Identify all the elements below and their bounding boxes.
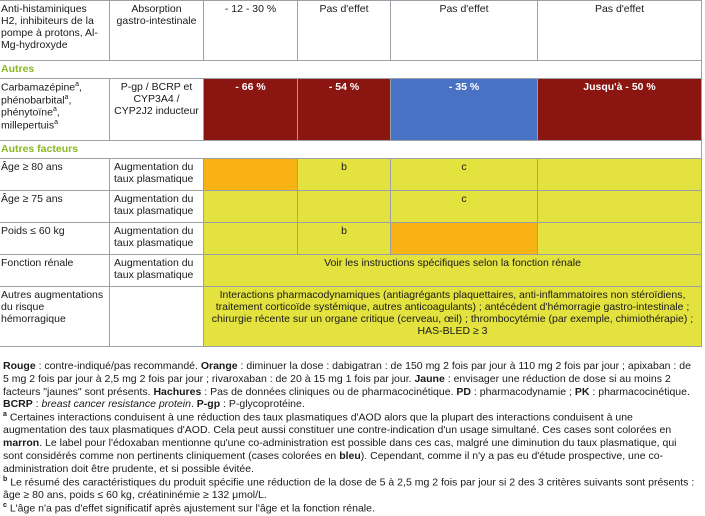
table-row [0,223,702,255]
drug-cell: Anti-histaminiques H2, inhibiteurs de la pompe à protons, Al-Mg-hydroxyde [0,1,110,61]
apixaban-cell: - 54 % [298,79,391,141]
table-row [0,79,702,141]
section-row [0,61,702,79]
table-row [0,159,702,191]
mechanism-cell: P-gp / BCRP et CYP3A4 / CYP2J2 inducteur [110,79,204,141]
table-row [0,1,702,61]
factor-label: Âge ≥ 80 ans [0,159,110,191]
edoxaban-cell: - 35 % [391,79,538,141]
rivaroxaban-cell: Jusqu'à - 50 % [538,79,702,141]
renal-instructions-cell: Voir les instructions spécifiques selon la fonction rénale [204,255,702,287]
mechanism-cell: Augmentation du taux plasmatique [110,223,204,255]
mechanism-cell [110,287,204,347]
rivaroxaban-cell [538,191,702,223]
footnote-c: $^c$ L'âge n'a pas d'effet significatif après ajustement sur l'âge et la fonction rénale. [3,501,375,515]
factor-label: Âge ≥ 75 ans [0,191,110,223]
drug-name: Carbamazépine [1,81,76,94]
factor-label: Autres augmentations du risque hémorragique [0,287,110,347]
edoxaban-cell: c [391,191,538,223]
drug-name: phénobarbital [1,94,65,107]
bleeding-risk-cell: Interactions pharmacodynamiques (antiagrégants plaquettaires, anti-inflammatoires non stéroïdiens, traitement corticoïde systémique, autres anticoagulants) ; antécédent d'hémorragie gastro-intestinale ; chirurgie récente sur un organe critique (cerveau, œil) ; thrombocytémie (par exemple, chimiothérapie) ; HAS-BLED ≥ 3 [204,287,702,347]
section-title-autres: Autres [0,61,702,79]
apixaban-cell: Pas d'effet [298,1,391,61]
footnote-b: $^b$ Le résumé des caractéristiques du produit spécifie une réduction de la dose de 5 à 2,5 mg 2 fois par jour si 2 des 3 critères suivants sont présents : âge ≥ 80 ans, poids ≤ 60 kg, créatininémie ≥ 132 μmol/L. [3,475,695,501]
dabigatran-cell [204,159,298,191]
apixaban-cell [298,191,391,223]
edoxaban-cell: Pas d'effet [391,1,538,61]
apixaban-cell: b [298,223,391,255]
mechanism-cell: Augmentation du taux plasmatique [110,255,204,287]
rivaroxaban-cell [538,159,702,191]
rivaroxaban-cell [538,223,702,255]
table-row [0,191,702,223]
apixaban-cell: b [298,159,391,191]
footnote-mark: a [54,118,59,126]
footnote-a: $^a$ Certaines interactions conduisent à une réduction des taux plasmatiques d'AOD alors que la plupart des interactions conduisent à une augmentation des taux plasmatiques d'AOD. Cela peut aussi constituer une contre-indication d'un usage simultané. Ces cases sont colorées en marron. Le label pour l'édoxaban mentionne qu'une co-administration est possible dans ces cas, malgré une diminution du taux plasmatique, qui sont considérés comme non pertinents cliniquement (cases colorées en bleu). Cependant, comme il n'y a pas eu d'étude prospective, une co-administration doit être prudente, et si possible évitée. [3,411,677,475]
mechanism-cell: Augmentation du taux plasmatique [110,191,204,223]
dabigatran-cell [204,191,298,223]
mechanism-cell: Augmentation du taux plasmatique [110,159,204,191]
edoxaban-cell [391,223,538,255]
drug-name: phénytoïne [1,106,53,119]
footnote-mark: a [75,81,80,88]
section-title-autres-facteurs: Autres facteurs [0,141,702,159]
table-row [0,255,702,287]
footnote-mark: a [64,93,69,101]
edoxaban-cell: c [391,159,538,191]
dabigatran-cell: - 66 % [204,79,298,141]
footnote-mark: a [52,106,57,114]
drug-cell: Carbamazépine$^a$, phénobarbital$^a$, phénytoïne$^a$, millepertuis$^a$ [0,79,110,141]
rivaroxaban-cell: Pas d'effet [538,1,702,61]
table-legend [3,360,699,515]
mechanism-cell: Absorption gastro-intestinale [110,1,204,61]
factor-label: Fonction rénale [0,255,110,287]
legend-colors: Rouge : contre-indiqué/pas recommandé. Orange : diminuer la dose : dabigatran : de 150 mg 2 fois par jour à 110 mg 2 fois par jour ; apixaban : de 5 mg 2 fois par jour à 2,5 mg 2 fois par jour ; rivaroxaban : de 20 à 15 mg 1 fois par jour. Jaune : envisager une réduction de dose si au moins 2 facteurs "jaunes" sont présents. Hachures : Pas de données cliniques ou de pharmacocinétique. PD : pharmacodynamie ; PK : pharmacocinétique. BCRP : breast cancer resistance protein. P-gp : P-glycoprotéine. [3,360,691,411]
table-row [0,287,702,347]
dabigatran-cell: - 12 - 30 % [204,1,298,61]
dabigatran-cell [204,223,298,255]
section-row [0,141,702,159]
drug-name: millepertuis [1,119,55,132]
factor-label: Poids ≤ 60 kg [0,223,110,255]
